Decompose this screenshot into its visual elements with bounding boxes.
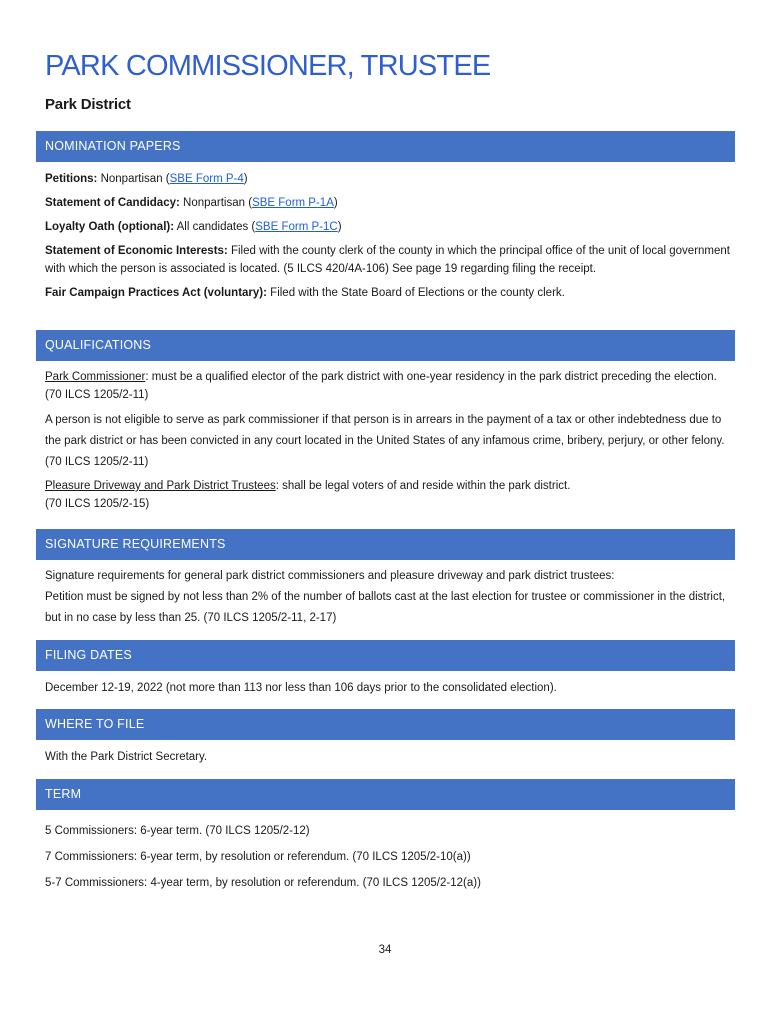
filing-dates-text: December 12-19, 2022 (not more than 113 nor less than 106 days prior to the consolidated election).: [45, 682, 557, 694]
section-header-filing-dates: FILING DATES: [36, 640, 735, 671]
term-line-2: 7 Commissioners: 6-year term, by resolution or referendum. (70 ILCS 1205/2-10(a)): [45, 851, 471, 863]
petitions-line: [45, 170, 733, 188]
candidacy-label: Statement of Candidacy:: [45, 197, 180, 209]
section-header-term: TERM: [36, 779, 735, 810]
candidacy-close: ): [333, 197, 338, 209]
section-header-nomination: NOMINATION PAPERS: [36, 131, 735, 162]
qualifications-section: [45, 368, 733, 513]
park-commissioner-line: [45, 368, 733, 404]
park-commissioner-label: Park Commissioner: [45, 371, 146, 383]
signature-line-1: Signature requirements for general park district commissioners and pleasure driveway and park district trustees:: [45, 570, 615, 582]
petitions-label: Petitions:: [45, 173, 98, 185]
nomination-section: [45, 170, 733, 302]
where-to-file-section: [45, 748, 733, 766]
section-header-qualifications: QUALIFICATIONS: [36, 330, 735, 361]
candidacy-text: Nonpartisan (: [179, 197, 253, 209]
page-number: 34: [378, 944, 392, 956]
section-header-signature: SIGNATURE REQUIREMENTS: [36, 529, 735, 560]
fair-text: Filed with the State Board of Elections or the county clerk.: [266, 287, 565, 299]
park-commissioner-text: : must be a qualified elector of the park district with one-year residency in the park district preceding the election. (70 ILCS 1205/2-11): [45, 371, 717, 401]
loyalty-text: All candidates (: [174, 221, 256, 233]
economic-text: Filed with the county clerk of the county in which the principal office of the unit of local government with which the person is associated is located. (5 ILCS 420/4A-106) See page 19 regarding filing the receipt.: [45, 245, 730, 275]
signature-line-2: Petition must be signed by not less than 2% of the number of ballots cast at the last election for trustee or commissioner in the district, but in no case by less than 25. (70 ILCS 1205/2-11, 2-17): [45, 591, 726, 624]
loyalty-close: ): [337, 221, 342, 233]
petitions-close: ): [243, 173, 248, 185]
ineligible-paragraph: A person is not eligible to serve as park commissioner if that person is in arrears in the payment of a tax or other indebtedness due to the park district or has been convicted in any court located in the United States of any infamous crime, bribery, perjury, or other felony. (70 ILCS 1205/2-11): [45, 414, 725, 468]
pleasure-driveway-label: Pleasure Driveway and Park District Trustees: [45, 480, 276, 492]
term-line-3: 5-7 Commissioners: 4-year term, by resolution or referendum. (70 ILCS 1205/2-12(a)): [45, 877, 481, 889]
sbe-form-p1c-link[interactable]: SBE Form P-1C: [255, 221, 338, 233]
pleasure-driveway-line: [45, 477, 733, 513]
where-to-file-text: With the Park District Secretary.: [45, 751, 208, 763]
section-header-where-to-file: WHERE TO FILE: [36, 709, 735, 740]
pleasure-driveway-text: : shall be legal voters of and reside within the park district.: [275, 480, 571, 492]
loyalty-label: Loyalty Oath (optional):: [45, 221, 175, 233]
loyalty-line: [45, 218, 733, 236]
page-title: PARK COMMISSIONER, TRUSTEE: [45, 50, 491, 82]
petitions-text: Nonpartisan (: [97, 173, 170, 185]
pleasure-driveway-cite: (70 ILCS 1205/2-15): [45, 498, 150, 510]
term-line-1: 5 Commissioners: 6-year term. (70 ILCS 1205/2-12): [45, 825, 310, 837]
sbe-form-p4-link[interactable]: SBE Form P-4: [169, 173, 244, 185]
economic-label: Statement of Economic Interests:: [45, 245, 228, 257]
term-section: [45, 818, 733, 896]
economic-interests-line: [45, 242, 733, 278]
sbe-form-p1a-link[interactable]: SBE Form P-1A: [252, 197, 334, 209]
filing-dates-section: [45, 679, 733, 697]
candidacy-line: [45, 194, 733, 212]
page-subtitle: Park District: [45, 96, 131, 113]
fair-campaign-line: [45, 284, 733, 302]
fair-label: Fair Campaign Practices Act (voluntary):: [45, 287, 267, 299]
signature-section: [45, 566, 733, 629]
